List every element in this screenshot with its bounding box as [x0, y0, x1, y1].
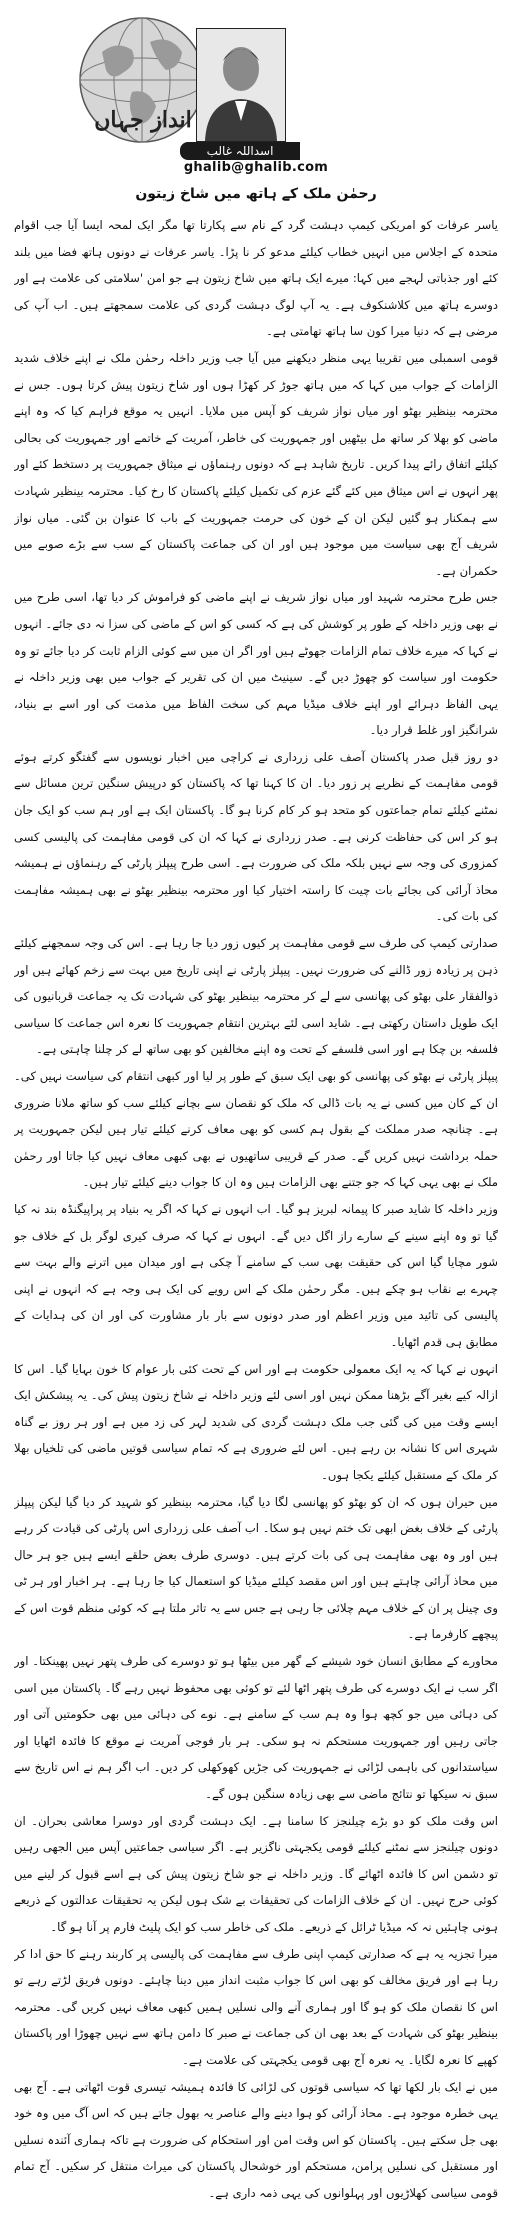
author-email: ghalib@ghalib.com: [183, 160, 329, 175]
article-paragraph: میں حیران ہوں کہ ان کو بھٹو کو پھانسی لگا دیا گیا، محترمہ بینظیر کو شہید کر دیا گیا لیکن پیپلز پارٹی کے خلاف بغض ابھی تک ختم نہیں ہو سکا۔ اب آصف علی زرداری اس پارٹی کی قیادت کر رہے ہیں اور وہ بھی مفاہمت ہی کی بات کرتے ہیں۔ دوسری طرف بعض حلقے ایسے ہیں جو ہر حال میں محاذ آرائی چاہتے ہیں اور اس مقصد کیلئے میڈیا کو استعمال کیا جا رہا ہے۔ ہر اخبار اور ہر ٹی وی چینل پر ان کے خلاف مہم چلائی جا رہی ہے جس سے یہ تاثر ملتا ہے کہ کوئی منظم قوت اس کے پیچھے کارفرما ہے۔: [14, 1494, 498, 1642]
column-logo-text: انداز جہاں: [94, 107, 192, 133]
article-paragraph: صدارتی کیمپ کی طرف سے قومی مفاہمت پر کیوں زور دیا جا رہا ہے۔ اس کی وجہ سمجھنے کیلئے ذہن پر زیادہ زور ڈالنے کی ضرورت نہیں۔ پیپلز پارٹی نے اپنی تاریخ میں بہت سے زخم کھائے ہیں اور ذوالفقار علی بھٹو کی پھانسی سے لے کر محترمہ بینظیر بھٹو کی شہادت تک یہ جماعت قربانیوں کی ایک طویل داستان رکھتی ہے۔ شاید اسی لئے بہترین انتقام جمہوریت کا نعرہ اس جماعت کا سیاسی فلسفہ بن چکا ہے اور اسی فلسفے کے تحت وہ اپنے مخالفین کو بھی ساتھ لے کر چلنا چاہتی ہے۔: [14, 936, 498, 1057]
article-paragraph: یاسر عرفات کو امریکی کیمپ دہشت گرد کے نام سے پکارتا تھا مگر ایک لمحہ ایسا آیا جب اقوام متحدہ کے اجلاس میں انہیں خطاب کیلئے مدعو کر نا پڑا۔ یاسر عرفات نے دونوں ہاتھ فضا میں بلند کئے اور جذباتی لہجے میں کہا: میرے ایک ہاتھ میں شاخ زیتون ہے جو امن 'سلامتی کی علامت ہے اور دوسرے ہاتھ میں کلاشنکوف ہے۔ یہ آپ لوگ دہشت گردی کی علامت سمجھتے ہیں۔ اب آپ کی مرضی ہے کہ دنیا میرا کون سا ہاتھ تھامتی ہے۔: [14, 218, 498, 339]
article-paragraph: اس وقت ملک کو دو بڑے چیلنجز کا سامنا ہے۔ ایک دہشت گردی اور دوسرا معاشی بحران۔ ان دونوں چیلنجز سے نمٹنے کیلئے قومی یکجہتی ناگزیر ہے۔ اگر سیاسی جماعتیں آپس میں الجھی رہیں تو دشمن اس کا فائدہ اٹھائے گا۔ وزیر داخلہ نے جو شاخ زیتون پیش کی ہے اسے قبول کر لینے میں کوئی حرج نہیں۔ ان کے خلاف الزامات کی تحقیقات بے شک ہوں لیکن یہ تحقیقات عدالتوں کے ذریعے ہونی چاہئیں نہ کہ میڈیا ٹرائل کے ذریعے۔ ملک کی خاطر سب کو ایک پلیٹ فارم پر آنا ہو گا۔: [14, 1813, 498, 1934]
article-paragraph: جس طرح محترمہ شہید اور میاں نواز شریف نے اپنے ماضی کو فراموش کر دیا تھا، اسی طرح میں نے بھی وزیر داخلہ کے طور پر کوشش کی ہے کہ کسی کو اس کے ماضی کی سزا نہ دی جائے۔ انہوں نے کہا کہ میرے خلاف تمام الزامات جھوٹے ہیں اور اگر ان میں سے کوئی الزام ثابت کر دیا جائے تو وہ حکومت اور سیاست کو چھوڑ دیں گے۔ سینیٹ میں ان کی تقریر کے جواب میں بھی وزیر داخلہ نے یہی الفاظ دہرائے اور اپنے خلاف میڈیا مہم کی سخت الفاظ میں مذمت کی اور اسے بے بنیاد، شرانگیز اور غلط قرار دیا۔: [14, 590, 498, 738]
author-name: اسداللہ غالب: [180, 142, 300, 160]
article-body: [14, 212, 498, 2222]
article-paragraph: میرا تجزیہ یہ ہے کہ صدارتی کیمپ اپنی طرف سے مفاہمت کی پالیسی پر کاربند رہنے کا حق ادا کر رہا ہے اور فریق مخالف کو بھی اس کا جواب مثبت انداز میں دینا چاہئے۔ دونوں فریق لڑتے رہے تو اس کا نقصان ملک کو ہو گا اور ہماری آنے والی نسلیں ہمیں کبھی معاف نہیں کریں گی۔ محترمہ بینظیر بھٹو کی شہادت کے بعد بھی ان کی جماعت نے صبر کا دامن ہاتھ سے نہیں چھوڑا اور پاکستان کھپے کا نعرہ لگایا۔ یہ نعرہ آج بھی قومی یکجہتی کی علامت ہے۔: [14, 1946, 498, 2067]
article-paragraph: انہوں نے کہا کہ یہ ایک معمولی حکومت ہے اور اس کے تحت کئی بار عوام کا خون بہایا گیا۔ اس کا ازالہ کیے بغیر آگے بڑھنا ممکن نہیں اور اسی لئے وزیر داخلہ نے شاخ زیتون پیش کی۔ یہ پیشکش ایک ایسے وقت میں کی گئی جب ملک دہشت گردی کی شدید لہر کی زد میں ہے اور ہر روز بے گناہ شہری اس کا نشانہ بن رہے ہیں۔ اس لئے ضروری ہے کہ تمام سیاسی قوتیں ماضی کی تلخیاں بھلا کر ملک کے مستقبل کیلئے یکجا ہوں۔: [14, 1361, 498, 1482]
article-paragraph: محاورے کے مطابق انسان خود شیشے کے گھر میں بیٹھا ہو تو دوسرے کی طرف پتھر نہیں پھینکتا۔ اور اگر سب نے ایک دوسرے کی طرف پتھر اٹھا لئے تو کوئی بھی محفوظ نہیں رہے گا۔ پاکستان میں اسی کی دہائی میں جو کچھ ہوا وہ ہم سب کے سامنے ہے۔ نوے کی دہائی میں بھی حکومتیں آتی اور جاتی رہیں اور جمہوریت مستحکم نہ ہو سکی۔ ہر بار فوجی آمریت نے موقع کا فائدہ اٹھایا اور سیاستدانوں کی باہمی لڑائی نے جمہوریت کی جڑیں کھوکھلی کر دیں۔ اب اگر ہم نے اس تاریخ سے سبق نہ سیکھا تو نتائج ماضی سے بھی زیادہ سنگین ہوں گے۔: [14, 1654, 498, 1802]
article-paragraph: پیپلز پارٹی نے بھٹو کی پھانسی کو بھی ایک سبق کے طور پر لیا اور کبھی انتقام کی سیاست نہیں کی۔ ان کے کان میں کسی نے یہ بات ڈالی کہ ملک کو نقصان سے بچانے کیلئے سب کو ساتھ ملانا ضروری ہے۔ چنانچہ صدر مملکت کے بقول ہم کسی کو بھی معاف کرنے کیلئے تیار ہیں لیکن جمہوریت پر حملہ برداشت نہیں کریں گے۔ صدر کے قریبی ساتھیوں نے بھی کبھی معاف نہیں کیا جاتا اور رحمٰن ملک نے بھی یہی کہا کہ جو جتنے بھی الزامات ہیں وہ ان کا جواب دینے کیلئے تیار ہیں۔: [14, 1069, 498, 1190]
column-masthead: [0, 0, 512, 182]
article-paragraph: دو روز قبل صدر پاکستان آصف علی زرداری نے کراچی میں اخبار نویسوں سے گفتگو کرتے ہوئے قومی مفاہمت کے نظریے پر زور دیا۔ ان کا کہنا تھا کہ پاکستان کو درپیش سنگین ترین مسائل سے نمٹنے کیلئے تمام جماعتوں کو متحد ہو کر کام کرنا ہو گا۔ پاکستان ایک ہے اور ہم سب کو ایک جان ہو کر اس کی حفاظت کرنی ہے۔ صدر زرداری نے کہا کہ ان کی قومی مفاہمت کی پالیسی کسی کمزوری کی وجہ سے نہیں بلکہ ملک کی ضرورت ہے۔ اسی طرح پیپلز پارٹی کے رہنماؤں نے ہمیشہ محاذ آرائی کی بجائے بات چیت کا راستہ اختیار کیا اور محترمہ بینظیر بھٹو نے بھی ہمیشہ مفاہمت کی بات کی۔: [14, 749, 498, 924]
article-paragraph: وزیر داخلہ کا شاید صبر کا پیمانہ لبریز ہو گیا۔ اب انہوں نے کہا کہ اگر یہ بنیاد پر پراپیگنڈہ بند نہ کیا گیا تو وہ اپنے سینے کے سارے راز اگل دیں گے۔ انہوں نے کہا کہ صرف کیری لوگر بل کے خلاف جو شور مچایا گیا اس کی حقیقت بھی سب کے سامنے آ چکی ہے اور میدان میں اترنے والے بہت سے چہرے بے نقاب ہو چکے ہیں۔ مگر رحمٰن ملک کے اس رویے کی ایک ہی وجہ ہے کہ انہوں نے اپنی پالیسی کی تائید میں وزیر اعظم اور صدر دونوں سے بار بار مشاورت کی اور ان کی ہدایات کے مطابق ہی قدم اٹھایا۔: [14, 1201, 498, 1349]
article-paragraph: میں نے ایک بار لکھا تھا کہ سیاسی قوتوں کی لڑائی کا فائدہ ہمیشہ تیسری قوت اٹھاتی ہے۔ آج بھی یہی خطرہ موجود ہے۔ محاذ آرائی کو ہوا دینے والے عناصر یہ بھول جاتے ہیں کہ اس آگ میں وہ خود بھی جل سکتے ہیں۔ پاکستان کو اس وقت امن اور استحکام کی ضرورت ہے تاکہ ہماری آئندہ نسلیں اور مستقبل کی نسلیں پرامن، مستحکم اور خوشحال پاکستان کی میراث منتقل کر سکیں۔ آج تمام قومی سیاسی کھلاڑیوں اور پہلوانوں کی یہی ذمہ داری ہے۔: [14, 2079, 498, 2200]
article-paragraph: قومی اسمبلی میں تقریبا یہی منظر دیکھنے میں آیا جب وزیر داخلہ رحمٰن ملک نے اپنے خلاف شدید الزامات کے جواب میں کہا کہ میں ہاتھ جوڑ کر کھڑا ہوں اور شاخ زیتون پیش کرتا ہوں۔ جس نے محترمہ بینظیر بھٹو اور میاں نواز شریف کو آپس میں ملایا۔ انہیں یہ موقع فراہم کیا کہ وہ اپنے ماضی کو بھلا کر ساتھ مل بیٹھیں اور جمہوریت کی خاطر، آمریت کے خاتمے اور جمہوریت کی بحالی کیلئے اتفاق رائے پیدا کریں۔ تاریخ شاہد ہے کہ دونوں رہنماؤں نے میثاق جمہوریت پر دستخط کئے اور پھر انہوں نے اس میثاق میں کئے گئے عزم کی تکمیل کیلئے پاکستان کا رخ کیا۔ محترمہ بینظیر شہادت سے ہمکنار ہو گئیں لیکن ان کے خون کی حرمت جمہوریت کے باب کا عنوان بن گئی۔ میاں نواز شریف آج بھی سیاست میں موجود ہیں اور ان کی جماعت پاکستان کے سب سے بڑے صوبے میں حکمران ہے۔: [14, 350, 498, 578]
author-photo: [196, 28, 286, 142]
article-headline: رحمٰن ملک کے ہاتھ میں شاخ زیتون: [135, 186, 377, 202]
